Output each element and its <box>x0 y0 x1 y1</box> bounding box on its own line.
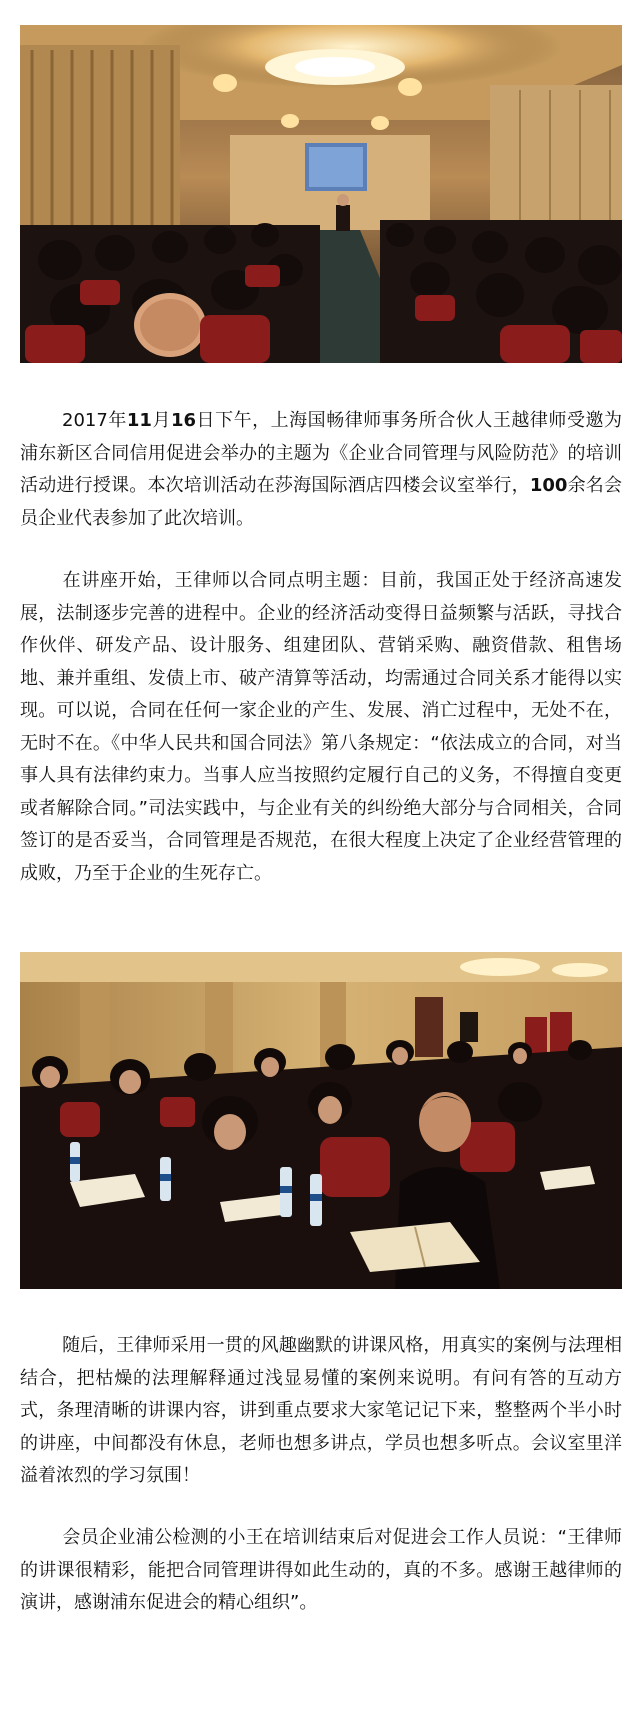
paragraph-teaching-style <box>20 1330 622 1493</box>
training-audience-photo <box>20 952 622 1289</box>
feedback-text: 会员企业浦公检测的小王在培训结束后对促进会工作人员说：“王律师的讲课很精彩，能把合同管理讲得如此生动的，真的不多。感谢王越律师的演讲，感谢浦东促进会的精心组织”。 <box>20 1527 622 1613</box>
intro-day: 16 <box>170 410 197 431</box>
intro-date-prefix: 2017年 <box>62 410 127 431</box>
intro-tail: 余名会员企业代表参加了此次培训。 <box>20 475 623 529</box>
paragraph-intro <box>20 405 622 535</box>
venue-photo-graphic <box>20 25 622 363</box>
intro-attendee-count: 100 <box>529 475 568 496</box>
theme-text: 在讲座开始，王律师以合同点明主题：目前，我国正处于经济高速发展，法制逐步完善的进程中。企业的经济活动变得日益频繁与活跃，寻找合作伙伴、研发产品、设计服务、组建团队、营销采购、融资借款、租售场地、兼并重组、发债上市、破产清算等活动，均需通过合同关系才能得以实现。可以说，合同在任何一家企业的产生、发展、消亡过程中，无处不在，无时不在。《中华人民共和国合同法》第八条规定：“依法成立的合同，对当事人具有法律约束力。当事人应当按照约定履行自己的义务，不得擅自变更或者解除合同。”司法实践中，与企业有关的纠纷绝大部分与合同相关，合同签订的是否妥当，合同管理是否规范，在很大程度上决定了企业经营管理的成败，乃至于企业的生死存亡。 <box>20 570 622 884</box>
intro-month: 11 <box>126 410 152 431</box>
audience-photo-graphic <box>20 952 622 1289</box>
training-venue-photo-front <box>20 25 622 363</box>
intro-month-unit: 月 <box>151 410 171 431</box>
teaching-style-text: 随后，王律师采用一贯的风趣幽默的讲课风格，用真实的案例与法理相结合，把枯燥的法理解释通过浅显易懂的案例来说明。有问有答的互动方式，条理清晰的讲课内容，讲到重点要求大家笔记记下来，整整两个半小时的讲座，中间都没有休息，老师也想多讲点，学员也想多听点。会议室里洋溢着浓烈的学习氛围！ <box>20 1335 622 1486</box>
intro-body: 日下午，上海国畅律师事务所合伙人王越律师受邀为浦东新区合同信用促进会举办的主题为《企业合同管理与风险防范》的培训活动进行授课。本次培训活动在莎海国际酒店四楼会议室举行， <box>20 410 623 496</box>
paragraph-theme <box>20 565 622 890</box>
paragraph-feedback <box>20 1522 622 1620</box>
